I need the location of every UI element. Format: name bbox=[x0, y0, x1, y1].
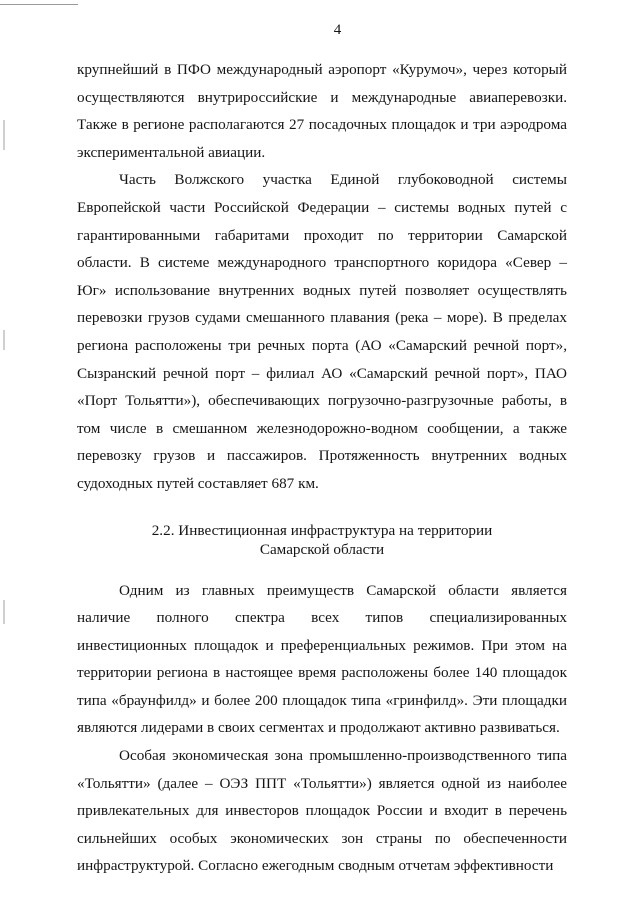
document-body bbox=[77, 56, 567, 880]
scan-margin-mark bbox=[3, 600, 5, 624]
page-number: 4 bbox=[333, 22, 342, 38]
section-heading bbox=[77, 521, 567, 559]
scan-edge-rule bbox=[0, 4, 78, 5]
scan-margin-mark bbox=[3, 330, 5, 350]
paragraph-investment-sites: Одним из главных преимуществ Самарской области является наличие полного спектра всех типов специализированных инвестиционных площадок и преференциальных режимов. При этом на территории региона в настоящее время расположены более 140 площадок типа «браунфилд» и более 200 площадок типа «гринфилд». Эти площадки являются лидерами в своих сегментах и продолжают активно развиваться. bbox=[77, 581, 567, 737]
section-heading-line: 2.2. Инвестиционная инфраструктура на территории bbox=[151, 521, 493, 539]
paragraph-airport: крупнейший в ПФО международный аэропорт «Курумоч», через который осуществляются внутрироссийские и международные авиаперевозки. Также в регионе располагаются 27 посадочных площадок и три аэродрома экспериментальной авиации. bbox=[77, 61, 567, 161]
paragraph-special-economic-zone: Особая экономическая зона промышленно-производственного типа «Тольятти» (далее – ОЭЗ ППТ «Тольятти») является одной из наиболее привлекательных для инвесторов площадок России и входит в перечень сильнейших особых экономических зон страны по обеспеченности инфраструктурой. Согласно ежегодным сводным отчетам эффективности bbox=[77, 747, 567, 875]
section-heading-line: Самарской области bbox=[259, 540, 385, 558]
paragraph-waterways: Часть Волжского участка Единой глубоководной системы Европейской части Российской Федерации – системы водных путей с гарантированными габаритами проходит по территории Самарской области. В системе международного транспортного коридора «Север – Юг» использование внутренних водных путей позволяет осуществлять перевозки грузов судами смешанного плавания (река – море). В пределах региона расположены три речных порта (АО «Самарский речной порт», Сызранский речной порт – филиал АО «Самарский речной порт», ПАО «Порт Тольятти»), обеспечивающих погрузочно-разгрузочные работы, в том числе в смешанном железнодорожно-водном сообщении, а также перевозку грузов и пассажиров. Протяженность внутренних водных судоходных путей составляет 687 км. bbox=[77, 171, 567, 492]
scan-margin-mark bbox=[3, 120, 5, 150]
